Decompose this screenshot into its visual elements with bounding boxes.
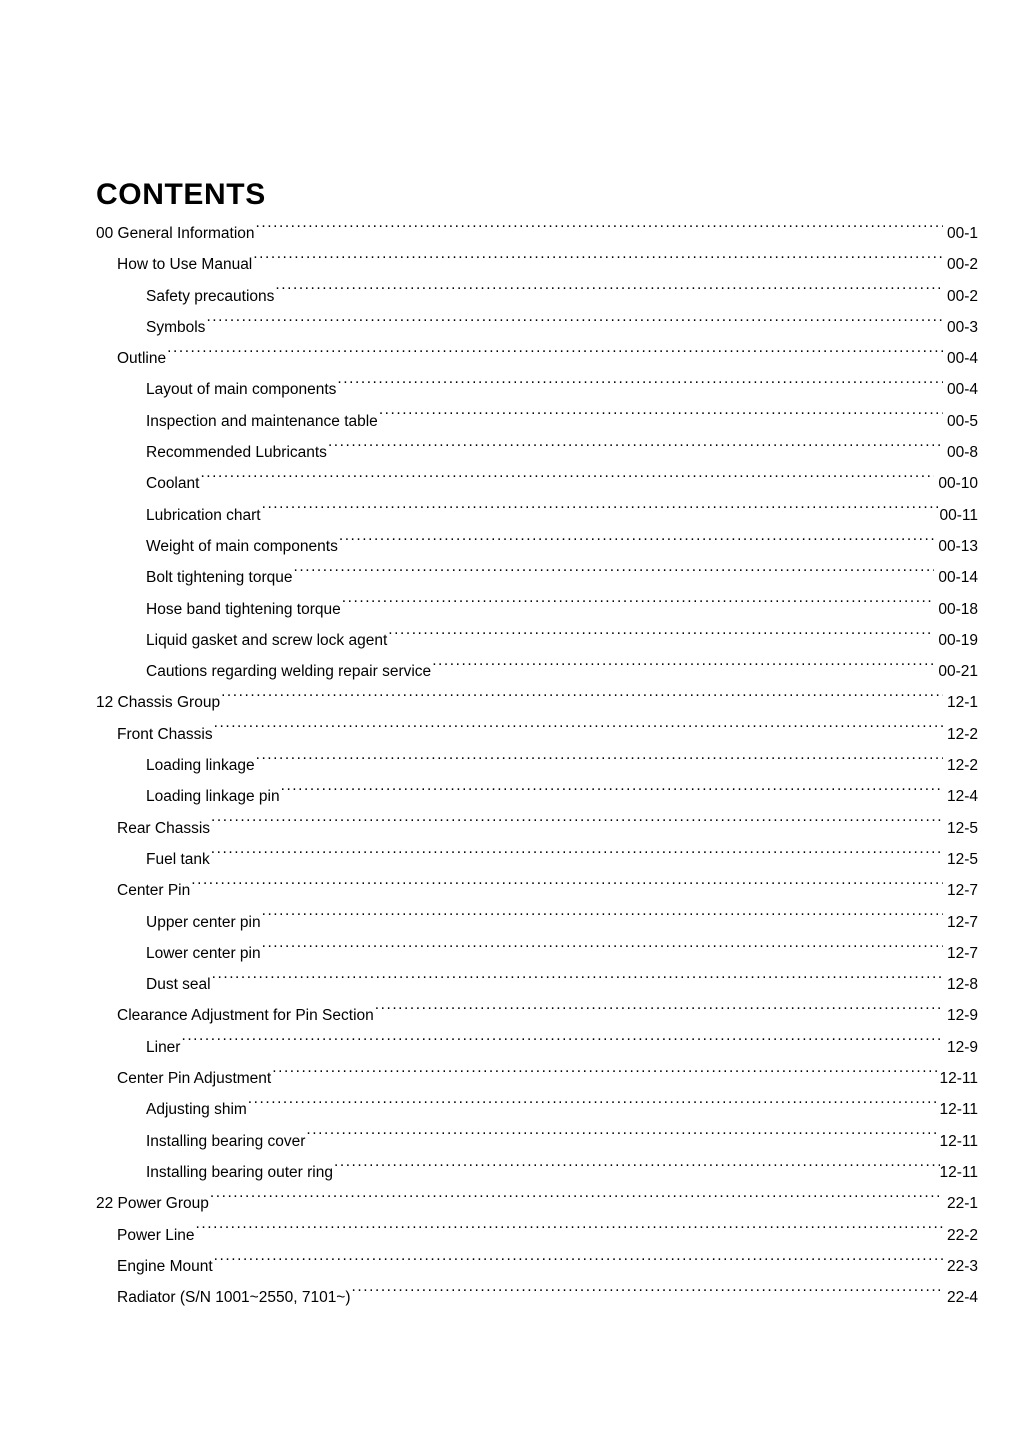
toc-dot-leader: [256, 223, 943, 239]
toc-entry-title: Adjusting shim: [146, 1101, 247, 1119]
toc-entry-page-number: 12-11: [939, 1132, 978, 1150]
toc-entry-title: Liquid gasket and screw lock agent: [146, 631, 388, 649]
toc-entry-title: Recommended Lubricants: [146, 444, 327, 462]
toc-entry[interactable]: [96, 374, 978, 405]
toc-dot-leader: [379, 410, 943, 426]
toc-dot-leader: [256, 755, 943, 771]
toc-dot-leader: [191, 880, 943, 896]
toc-entry[interactable]: [96, 875, 978, 906]
toc-entry-title: Installing bearing outer ring: [146, 1163, 333, 1181]
toc-dot-leader: [253, 254, 943, 270]
toc-entry-page-number: 00-18: [938, 600, 978, 618]
toc-dot-leader: [181, 1036, 943, 1052]
toc-entry-title: Liner: [146, 1038, 181, 1056]
toc-entry-page-number: 12-9: [946, 1038, 978, 1056]
toc-entry-page-number: 00-1: [946, 225, 978, 242]
toc-entry-page-number: 22-2: [946, 1226, 978, 1244]
toc-dot-leader: [206, 316, 943, 332]
toc-entry-page-number: 00-10: [938, 475, 978, 493]
toc-dot-leader: [339, 535, 935, 551]
toc-dot-leader: [342, 598, 935, 614]
toc-entry-page-number: 12-2: [946, 725, 978, 743]
toc-entry-title: 12 Chassis Group: [96, 694, 221, 712]
toc-entry[interactable]: [96, 1094, 978, 1125]
toc-entry-title: Loading linkage: [146, 757, 255, 775]
toc-entry[interactable]: [96, 907, 978, 938]
toc-entry-title: Layout of main components: [146, 381, 337, 399]
toc-entry-title: Engine Mount: [117, 1257, 213, 1275]
toc-entry-page-number: 12-1: [946, 694, 978, 712]
toc-entry-title: Radiator (S/N 1001~2550, 7101~): [117, 1289, 351, 1307]
toc-entry-page-number: 12-7: [946, 944, 978, 962]
toc-entry[interactable]: [96, 1251, 978, 1282]
toc-dot-leader: [306, 1130, 939, 1146]
toc-entry-page-number: 12-2: [946, 757, 978, 775]
toc-entry[interactable]: [96, 406, 978, 437]
toc-entry-page-number: 12-9: [946, 1007, 978, 1025]
toc-entry-title: Inspection and maintenance table: [146, 412, 378, 430]
toc-entry[interactable]: [96, 218, 978, 249]
toc-dot-leader: [196, 1224, 943, 1240]
page-title: CONTENTS: [96, 178, 266, 212]
toc-dot-leader: [211, 817, 943, 833]
toc-entry[interactable]: [96, 468, 978, 499]
toc-dot-leader: [212, 974, 943, 990]
table-of-contents: [96, 218, 978, 1313]
toc-entry-page-number: 00-3: [946, 318, 978, 336]
toc-dot-leader: [221, 692, 943, 708]
toc-dot-leader: [262, 942, 943, 958]
toc-entry-title: Safety precautions: [146, 287, 275, 305]
toc-entry-title: Clearance Adjustment for Pin Section: [117, 1007, 374, 1025]
toc-entry[interactable]: [96, 687, 978, 718]
toc-entry-title: Symbols: [146, 318, 206, 336]
toc-entry-title: Installing bearing cover: [146, 1132, 306, 1150]
toc-entry[interactable]: [96, 312, 978, 343]
toc-entry-title: Cautions regarding welding repair service: [146, 663, 432, 681]
toc-entry[interactable]: [96, 750, 978, 781]
toc-entry-page-number: 12-11: [939, 1163, 978, 1181]
toc-entry[interactable]: [96, 281, 978, 312]
toc-dot-leader: [334, 1161, 940, 1177]
toc-entry-page-number: 00-4: [946, 381, 978, 399]
toc-dot-leader: [432, 661, 934, 677]
toc-entry-title: Coolant: [146, 475, 200, 493]
toc-entry-title: Outline: [117, 350, 167, 368]
toc-entry-page-number: 22-1: [946, 1195, 978, 1213]
toc-entry[interactable]: [96, 1032, 978, 1063]
toc-entry-title: Hose band tightening torque: [146, 600, 341, 618]
toc-entry[interactable]: [96, 813, 978, 844]
toc-entry[interactable]: [96, 1157, 978, 1188]
toc-entry-page-number: 12-11: [939, 1070, 978, 1088]
toc-entry[interactable]: [96, 249, 978, 280]
toc-dot-leader: [248, 1099, 940, 1115]
toc-dot-leader: [328, 442, 943, 458]
toc-entry-page-number: 00-4: [946, 350, 978, 368]
toc-entry[interactable]: [96, 1220, 978, 1251]
toc-dot-leader: [388, 629, 934, 645]
toc-entry-page-number: 12-5: [946, 819, 978, 837]
toc-entry-page-number: 00-21: [938, 663, 978, 681]
toc-entry[interactable]: [96, 1063, 978, 1094]
toc-entry[interactable]: [96, 781, 978, 812]
toc-entry[interactable]: [96, 1282, 978, 1313]
toc-entry-title: Dust seal: [146, 976, 211, 994]
toc-entry-title: 00 General Information: [96, 225, 255, 242]
toc-entry-title: How to Use Manual: [117, 256, 253, 274]
toc-entry[interactable]: [96, 343, 978, 374]
toc-entry-title: Lower center pin: [146, 944, 261, 962]
toc-entry-page-number: 22-3: [946, 1257, 978, 1275]
toc-entry[interactable]: [96, 656, 978, 687]
toc-entry-page-number: 12-7: [946, 882, 978, 900]
toc-dot-leader: [281, 786, 943, 802]
toc-entry[interactable]: [96, 531, 978, 562]
toc-dot-leader: [211, 848, 943, 864]
toc-entry-title: Lubrication chart: [146, 506, 261, 524]
toc-entry[interactable]: [96, 844, 978, 875]
toc-entry-title: Power Line: [117, 1226, 195, 1244]
toc-entry-title: Upper center pin: [146, 913, 261, 931]
toc-entry-page-number: 00-19: [938, 631, 978, 649]
toc-entry[interactable]: [96, 1188, 978, 1219]
toc-entry-title: Center Pin: [117, 882, 191, 900]
toc-dot-leader: [262, 911, 943, 927]
toc-dot-leader: [200, 473, 934, 489]
toc-dot-leader: [375, 1005, 943, 1021]
toc-entry-page-number: 12-5: [946, 850, 978, 868]
toc-entry-page-number: 12-8: [946, 976, 978, 994]
toc-entry-title: Center Pin Adjustment: [117, 1070, 272, 1088]
toc-entry[interactable]: [96, 437, 978, 468]
toc-dot-leader: [352, 1287, 943, 1303]
toc-entry-title: Rear Chassis: [117, 819, 211, 837]
toc-entry[interactable]: [96, 500, 978, 531]
toc-dot-leader: [337, 379, 943, 395]
toc-dot-leader: [214, 1255, 943, 1271]
toc-entry[interactable]: [96, 719, 978, 750]
toc-entry-page-number: 22-4: [946, 1289, 978, 1307]
toc-entry-page-number: 00-2: [946, 256, 978, 274]
toc-entry-page-number: 00-2: [946, 287, 978, 305]
toc-entry-page-number: 12-7: [946, 913, 978, 931]
toc-entry[interactable]: [96, 594, 978, 625]
toc-entry-page-number: 12-4: [946, 788, 978, 806]
toc-entry-title: Weight of main components: [146, 537, 338, 555]
toc-entry[interactable]: [96, 938, 978, 969]
toc-entry-page-number: 00-5: [946, 412, 978, 430]
toc-entry-page-number: 00-14: [938, 569, 978, 587]
toc-entry-page-number: 12-11: [939, 1101, 978, 1119]
toc-entry[interactable]: [96, 562, 978, 593]
toc-entry-title: 22 Power Group: [96, 1195, 209, 1213]
toc-entry-page-number: 00-8: [946, 444, 978, 462]
toc-entry[interactable]: [96, 1126, 978, 1157]
toc-entry-title: Bolt tightening torque: [146, 569, 293, 587]
toc-dot-leader: [294, 567, 935, 583]
toc-dot-leader: [262, 504, 940, 520]
toc-entry-page-number: 00-11: [939, 506, 978, 524]
toc-dot-leader: [167, 348, 943, 364]
toc-dot-leader: [272, 1068, 939, 1084]
toc-entry-page-number: 00-13: [938, 537, 978, 555]
toc-entry[interactable]: [96, 1000, 978, 1031]
toc-entry[interactable]: [96, 625, 978, 656]
toc-dot-leader: [214, 723, 943, 739]
toc-entry[interactable]: [96, 969, 978, 1000]
toc-entry-title: Loading linkage pin: [146, 788, 280, 806]
toc-entry-title: Fuel tank: [146, 850, 210, 868]
toc-dot-leader: [275, 285, 943, 301]
toc-dot-leader: [210, 1193, 943, 1209]
toc-entry-title: Front Chassis: [117, 725, 213, 743]
